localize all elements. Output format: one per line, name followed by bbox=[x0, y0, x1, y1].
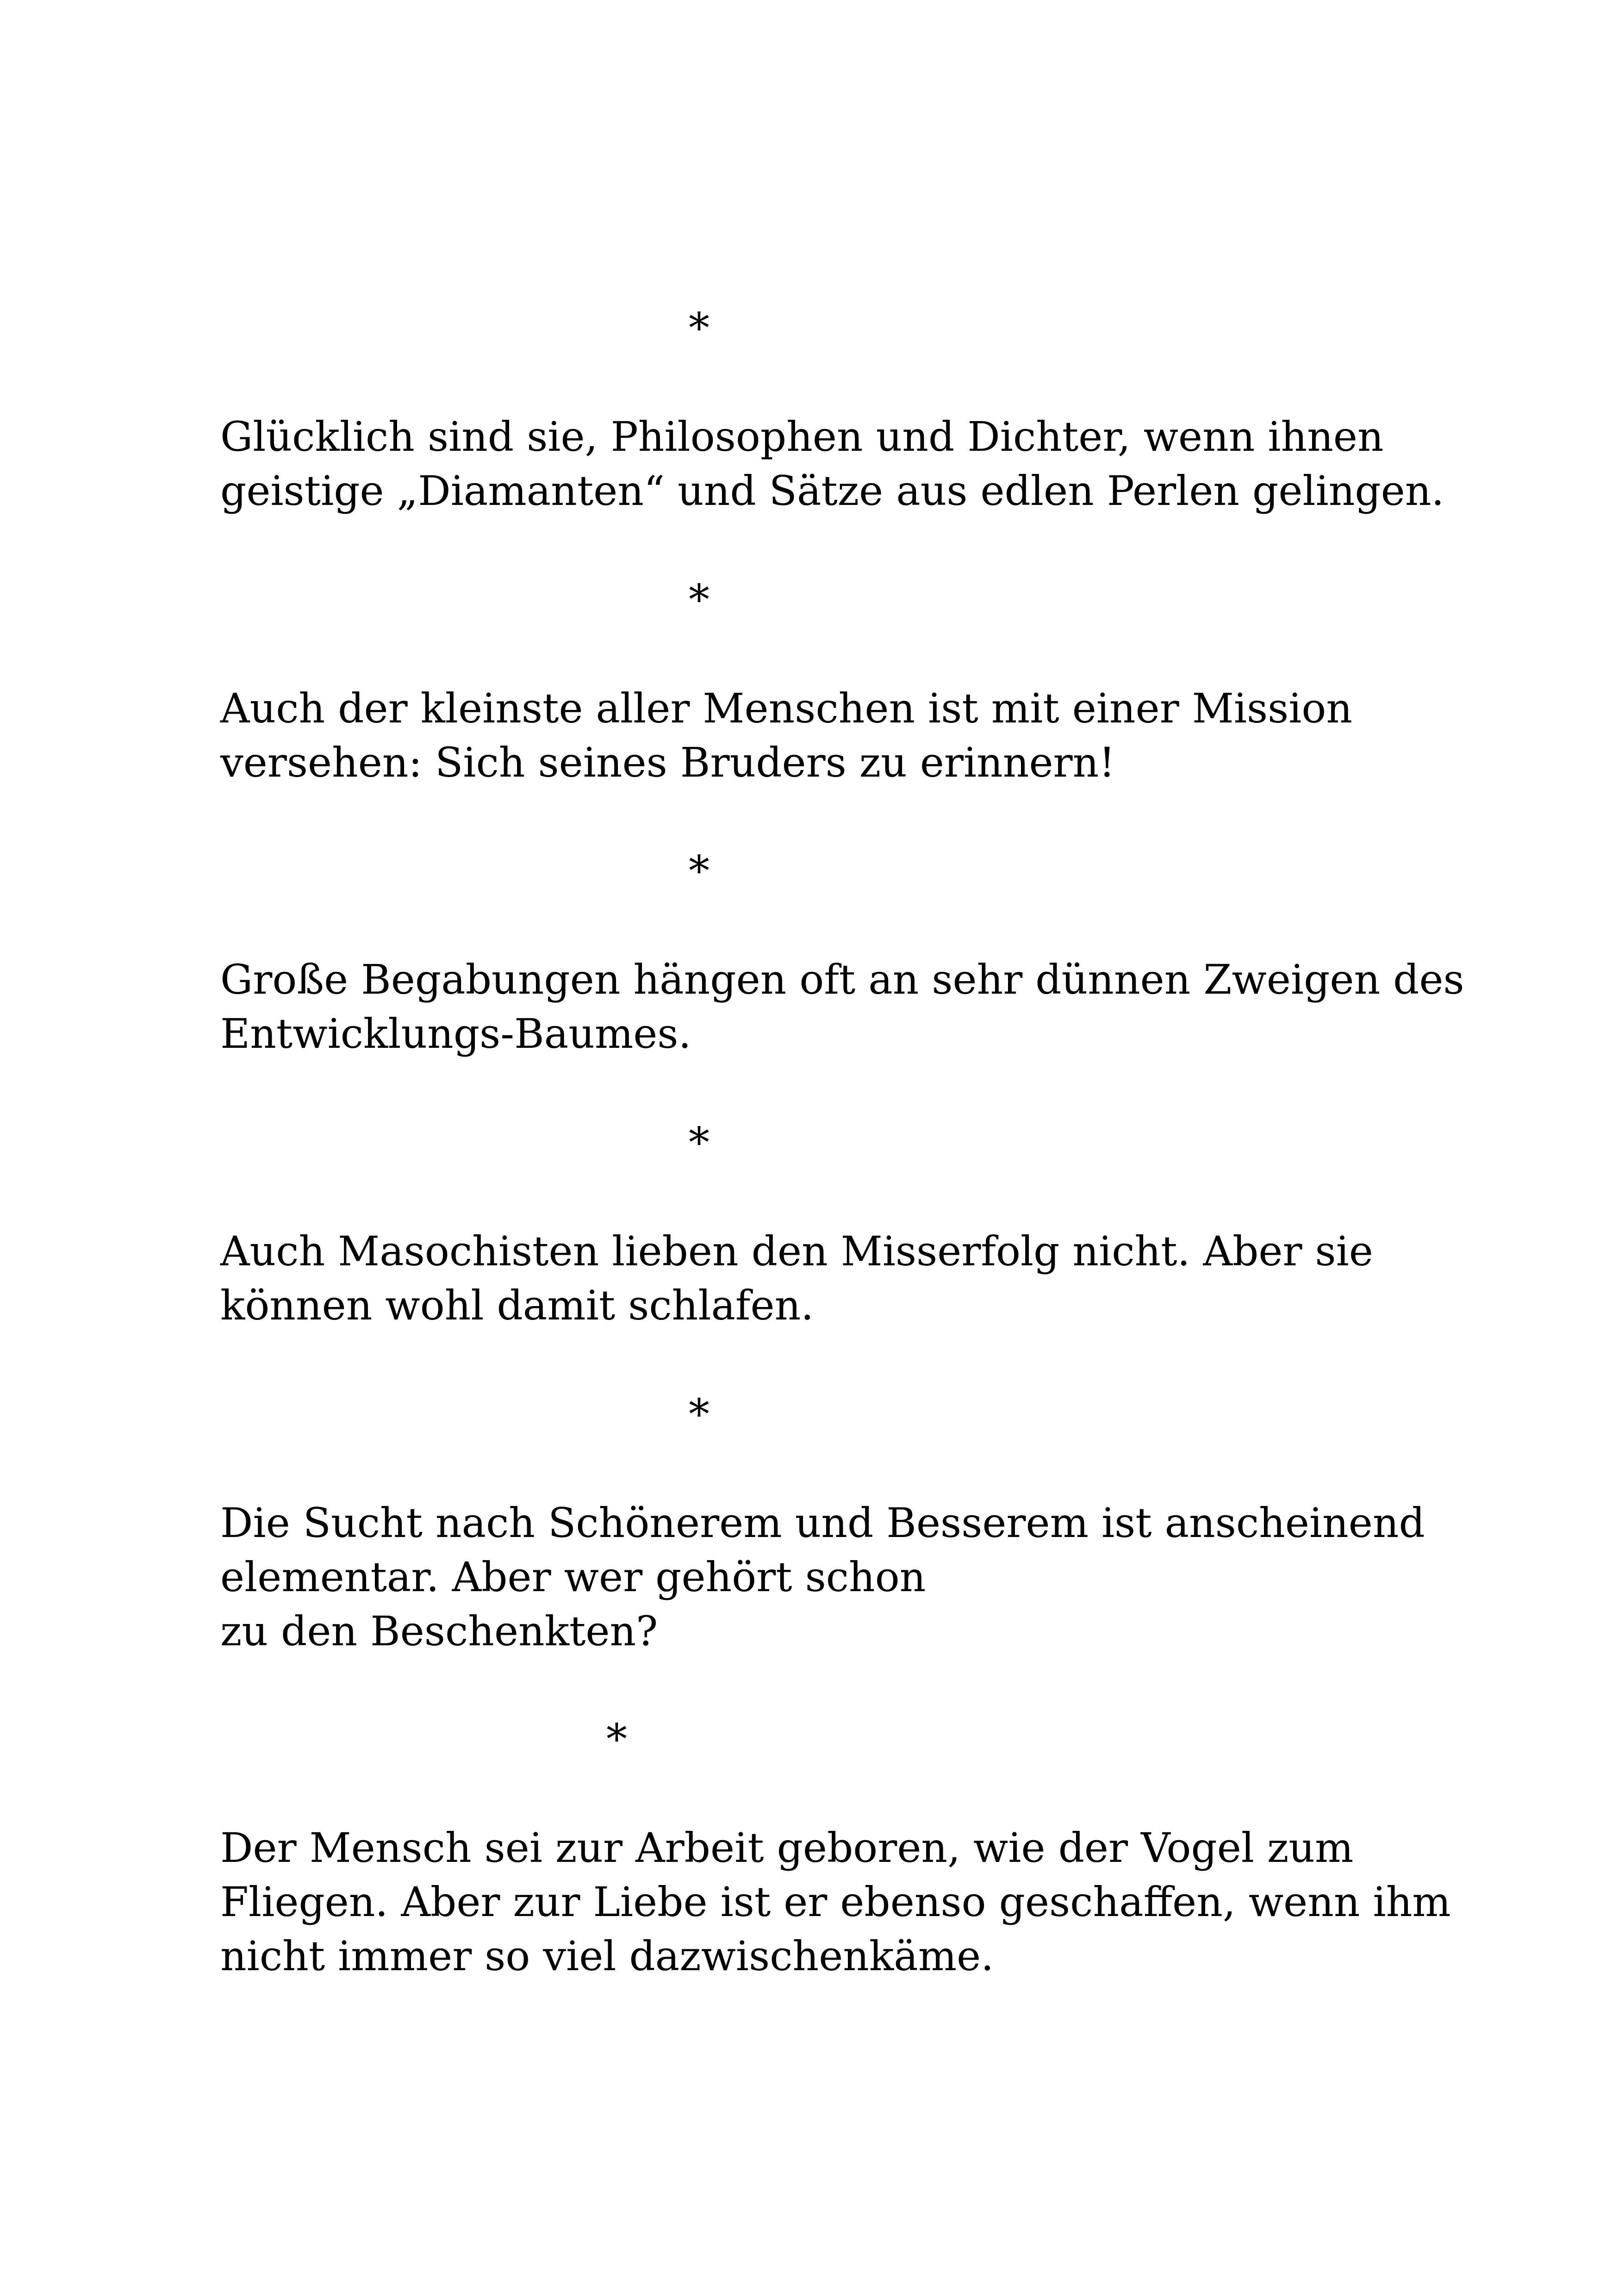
section-separator: * bbox=[689, 304, 709, 353]
paragraph-line: Die Sucht nach Schönerem und Besserem ist anscheinend bbox=[220, 1499, 1425, 1547]
paragraph-line: Glücklich sind sie, Philosophen und Dichter, wenn ihnen bbox=[220, 413, 1384, 460]
paragraph-line: Fliegen. Aber zur Liebe ist er ebenso geschaffen, wenn ihm bbox=[220, 1878, 1451, 1926]
section-separator: * bbox=[606, 1715, 627, 1764]
section-separator: * bbox=[689, 576, 709, 624]
paragraph-line: Der Mensch sei zur Arbeit geboren, wie der Vogel zum bbox=[220, 1824, 1354, 1872]
paragraph-line: geistige „Diamanten“ und Sätze aus edlen Perlen gelingen. bbox=[220, 467, 1444, 515]
aphorism-paragraph bbox=[220, 1821, 1470, 1983]
aphorism-paragraph bbox=[220, 1224, 1470, 1332]
paragraph-line: zu den Beschenkten? bbox=[220, 1607, 658, 1655]
section-separator: * bbox=[689, 1119, 709, 1167]
paragraph-line: Auch Masochisten lieben den Misserfolg nicht. Aber sie bbox=[220, 1227, 1373, 1275]
paragraph-line: Große Begabungen hängen oft an sehr dünnen Zweigen des bbox=[220, 956, 1464, 1003]
paragraph-line: können wohl damit schlafen. bbox=[220, 1282, 814, 1329]
paragraph-line: nicht immer so viel dazwischenkäme. bbox=[220, 1932, 994, 1980]
aphorism-paragraph bbox=[220, 1496, 1470, 1658]
aphorism-paragraph bbox=[220, 681, 1470, 790]
section-separator: * bbox=[689, 1390, 709, 1439]
paragraph-line: Entwicklungs-Baumes. bbox=[220, 1010, 691, 1058]
paragraph-line: elementar. Aber wer gehört schon bbox=[220, 1553, 926, 1601]
paragraph-line: Auch der kleinste aller Menschen ist mit einer Mission bbox=[220, 684, 1353, 732]
aphorism-paragraph bbox=[220, 410, 1470, 518]
paragraph-line: versehen: Sich seines Bruders zu erinnern! bbox=[220, 739, 1115, 786]
aphorism-paragraph bbox=[220, 952, 1470, 1061]
section-separator: * bbox=[689, 847, 709, 896]
